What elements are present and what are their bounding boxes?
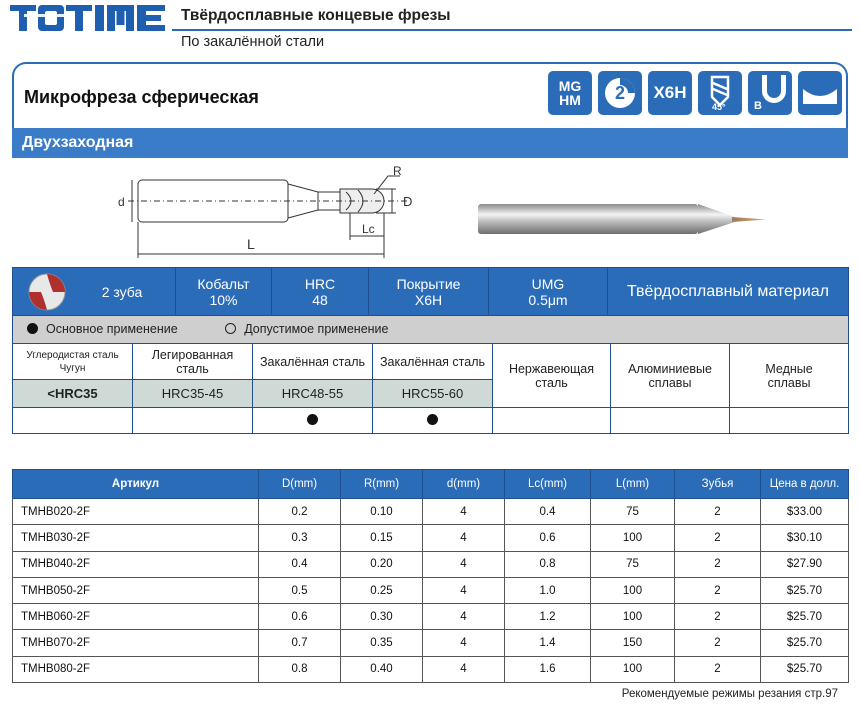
col-L: L(mm) <box>591 470 675 499</box>
col-article: Артикул <box>13 470 259 499</box>
spec-cobalt-label: Кобальт <box>197 275 250 292</box>
cell-R: 0.15 <box>341 525 423 551</box>
cell-L: 100 <box>591 525 675 551</box>
cell-Lc: 1.4 <box>505 630 591 656</box>
cell-L: 100 <box>591 604 675 630</box>
cell-D: 0.2 <box>259 499 341 525</box>
cell-Lc: 1.6 <box>505 656 591 682</box>
cell-article: TMHB040-2F <box>13 551 259 577</box>
two-flute-icon <box>598 71 642 115</box>
cell-article: TMHB050-2F <box>13 577 259 603</box>
col-D: D(mm) <box>259 470 341 499</box>
hrc-hardened-2: HRC55-60 <box>373 380 493 408</box>
material-name: Углеродистая сталь Чугун <box>26 349 119 374</box>
cell-D: 0.5 <box>259 577 341 603</box>
cell-article: TMHB080-2F <box>13 656 259 682</box>
cell-D: 0.3 <box>259 525 341 551</box>
mark-cell <box>253 408 373 434</box>
cell-R: 0.10 <box>341 499 423 525</box>
material-copper <box>730 344 849 408</box>
cell-price: $30.10 <box>761 525 849 551</box>
cell-R: 0.35 <box>341 630 423 656</box>
hrc-hardened-1: HRC48-55 <box>253 380 373 408</box>
coating-badge-text: X6H <box>653 83 687 102</box>
x6h-coating-badge <box>648 71 692 115</box>
spec-grain-cell <box>489 268 608 316</box>
cell-D: 0.6 <box>259 604 341 630</box>
spec-flutes: 2 зуба <box>101 283 143 300</box>
col-R: R(mm) <box>341 470 423 499</box>
helix-angle-text: 45° <box>712 102 726 112</box>
material-name: Нержавеющая сталь <box>508 361 595 390</box>
cell-d: 4 <box>423 604 505 630</box>
main-application-dot-icon <box>307 414 318 425</box>
helix-45-icon <box>698 71 742 115</box>
dim-D-label: D <box>403 194 413 209</box>
ball-nose-icon <box>748 71 792 115</box>
cell-Lc: 1.0 <box>505 577 591 603</box>
spec-hrc-value: 48 <box>312 291 328 308</box>
table-row <box>13 499 849 525</box>
spec-material: Твёрдосплавный материал <box>626 282 829 300</box>
catalog-subtitle: По закалённой стали <box>181 34 325 50</box>
flute-section-icon <box>21 272 73 312</box>
cell-R: 0.40 <box>341 656 423 682</box>
col-Lc: Lc(mm) <box>505 470 591 499</box>
spec-cobalt-value: 10% <box>209 291 238 308</box>
variant-label: Двухзаходная <box>22 134 134 151</box>
cell-flutes: 2 <box>675 577 761 603</box>
legend-row <box>13 316 849 344</box>
legend-cell <box>13 316 849 344</box>
spec-flutes-cell <box>13 268 176 316</box>
spec-header-row <box>13 268 849 316</box>
cell-D: 0.4 <box>259 551 341 577</box>
spec-material-cell <box>608 268 849 316</box>
material-name: Закалённая сталь <box>259 354 366 369</box>
flute-count-text: 2 <box>614 82 625 103</box>
cell-flutes: 2 <box>675 630 761 656</box>
spec-coating-value: X6H <box>414 291 443 308</box>
spec-coating-cell <box>369 268 489 316</box>
col-price: Цена в долл. <box>761 470 849 499</box>
badge-mg-text: MG <box>558 78 582 94</box>
spec-cobalt-cell <box>176 268 272 316</box>
spec-table <box>12 267 849 316</box>
open-dot-icon <box>225 323 236 334</box>
table-row <box>13 630 849 656</box>
cell-d: 4 <box>423 525 505 551</box>
mark-cell <box>133 408 253 434</box>
cell-article: TMHB020-2F <box>13 499 259 525</box>
cell-L: 75 <box>591 551 675 577</box>
header-rule <box>172 29 852 31</box>
material-stainless-steel <box>493 344 611 408</box>
cutting-modes-note: Рекомендуемые режимы резания стр.97 <box>621 688 838 700</box>
material-name: Закалённая сталь <box>379 354 486 369</box>
cell-article: TMHB030-2F <box>13 525 259 551</box>
cell-flutes: 2 <box>675 499 761 525</box>
cell-Lc: 0.6 <box>505 525 591 551</box>
product-table <box>12 469 849 683</box>
col-flutes: Зубья <box>675 470 761 499</box>
cell-L: 75 <box>591 499 675 525</box>
dim-L-label: L <box>247 236 255 252</box>
cell-R: 0.25 <box>341 577 423 603</box>
mg-hm-badge <box>548 71 592 115</box>
material-name: Легированная сталь <box>151 347 234 376</box>
table-header-row <box>13 470 849 499</box>
dim-lc-label: Lc <box>362 222 375 236</box>
col-d: d(mm) <box>423 470 505 499</box>
table-row <box>13 525 849 551</box>
cell-flutes: 2 <box>675 604 761 630</box>
catalog-title: Твёрдосплавные концевые фрезы <box>181 7 451 24</box>
mark-cell <box>13 408 133 434</box>
table-row <box>13 604 849 630</box>
cell-Lc: 0.8 <box>505 551 591 577</box>
table-row <box>13 551 849 577</box>
material-hardened-steel-2 <box>373 344 493 380</box>
cell-d: 4 <box>423 577 505 603</box>
cell-article: TMHB070-2F <box>13 630 259 656</box>
cell-article: TMHB060-2F <box>13 604 259 630</box>
table-row <box>13 577 849 603</box>
mark-cell <box>611 408 730 434</box>
legend-main-text: Основное применение <box>46 321 178 336</box>
material-name: Алюминиевые сплавы <box>628 361 712 390</box>
legend-main <box>27 322 178 336</box>
cell-price: $25.70 <box>761 577 849 603</box>
material-name: Медные сплавы <box>765 361 813 390</box>
cell-L: 100 <box>591 656 675 682</box>
cell-L: 100 <box>591 577 675 603</box>
cell-Lc: 1.2 <box>505 604 591 630</box>
application-marks-row <box>13 408 849 434</box>
mark-cell <box>493 408 611 434</box>
table-row <box>13 656 849 682</box>
cell-R: 0.20 <box>341 551 423 577</box>
totime-logo <box>10 5 170 31</box>
cell-flutes: 2 <box>675 656 761 682</box>
spec-hrc-cell <box>272 268 369 316</box>
dim-r-label: R <box>393 164 402 178</box>
product-title: Микрофреза сферическая <box>24 87 259 107</box>
hrc-carbon: <HRC35 <box>13 380 133 408</box>
legend-allowed <box>225 322 388 336</box>
cell-price: $25.70 <box>761 630 849 656</box>
hrc-alloy: HRC35-45 <box>133 380 253 408</box>
ball-letter-text: B <box>754 100 762 112</box>
cell-R: 0.30 <box>341 604 423 630</box>
mark-cell <box>730 408 849 434</box>
cell-flutes: 2 <box>675 525 761 551</box>
cell-price: $25.70 <box>761 656 849 682</box>
cell-d: 4 <box>423 630 505 656</box>
cell-d: 4 <box>423 656 505 682</box>
cell-Lc: 0.4 <box>505 499 591 525</box>
material-row <box>13 344 849 380</box>
cell-d: 4 <box>423 551 505 577</box>
cell-D: 0.7 <box>259 630 341 656</box>
cell-price: $33.00 <box>761 499 849 525</box>
cell-d: 4 <box>423 499 505 525</box>
variant-bar <box>12 128 848 158</box>
legend-allowed-text: Допустимое применение <box>244 321 389 336</box>
main-application-dot-icon <box>427 414 438 425</box>
filled-dot-icon <box>27 323 38 334</box>
spec-grain-value: 0.5μm <box>528 291 568 308</box>
dim-d-label: d <box>118 195 125 209</box>
tool-photo <box>470 190 770 250</box>
cell-flutes: 2 <box>675 551 761 577</box>
cell-L: 150 <box>591 630 675 656</box>
tool-drawing <box>110 162 430 262</box>
cell-price: $25.70 <box>761 604 849 630</box>
material-aluminium <box>611 344 730 408</box>
material-carbon-steel <box>13 344 133 380</box>
spherical-profile-icon <box>798 71 842 115</box>
material-hardened-steel-1 <box>253 344 373 380</box>
application-table <box>12 315 849 434</box>
material-alloy-steel <box>133 344 253 380</box>
spec-coating-label: Покрытие <box>396 275 461 292</box>
spec-grain-label: UMG <box>531 275 565 292</box>
badge-hm-text: HM <box>559 92 581 108</box>
mark-cell <box>373 408 493 434</box>
cell-D: 0.8 <box>259 656 341 682</box>
cell-price: $27.90 <box>761 551 849 577</box>
spec-hrc-label: HRC <box>304 275 336 292</box>
